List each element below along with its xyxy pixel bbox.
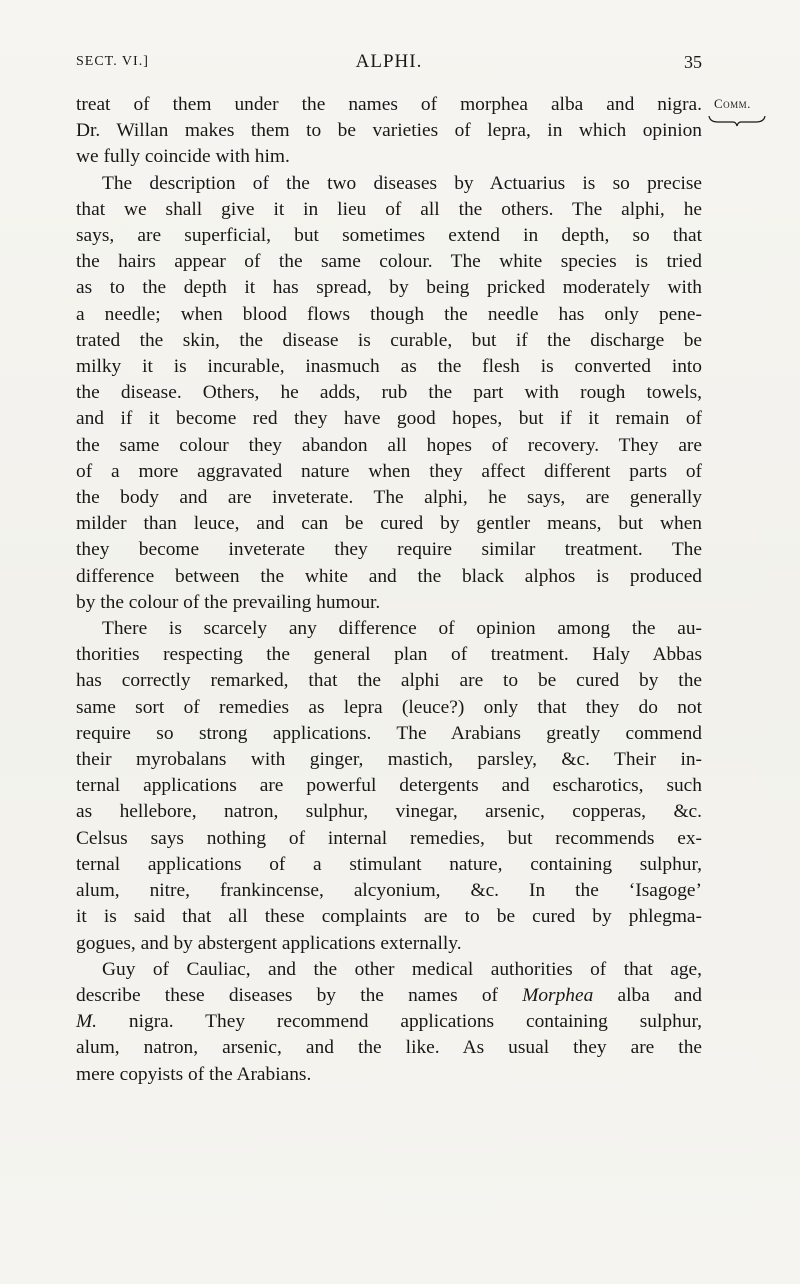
text-line: as to the depth it has spread, by being pricked moderately with [76, 277, 702, 299]
running-header [76, 48, 702, 76]
paragraph-2 [76, 171, 702, 616]
running-title: ALPHI. [355, 51, 423, 72]
margin-brace-icon [708, 114, 766, 128]
italic-term: M. [76, 1011, 98, 1033]
margin-note: Comm. [714, 96, 751, 111]
text-line: it is said that all these complaints are to be cured by phlegma- [76, 906, 702, 928]
text-line: Guy of Cauliac, and the other medical authorities of that age, [102, 958, 702, 980]
page-number: 35 [684, 52, 702, 72]
text-line: has correctly remarked, that the alphi are to be cured by the [76, 670, 702, 692]
text-line: Celsus says nothing of internal remedies, but recommends ex- [76, 827, 702, 849]
text-line: require so strong applications. The Arabians greatly commend [76, 722, 702, 744]
text-line: gogues, and by abstergent applications externally. [76, 932, 462, 954]
text-line: a needle; when blood flows though the needle has only pene- [76, 303, 702, 325]
text-line: of a more aggravated nature when they affect different parts of [76, 460, 702, 482]
text-line: says, are superficial, but sometimes extend in depth, so that [76, 225, 702, 247]
text-line: ternal applications are powerful detergents and escharotics, such [76, 775, 702, 797]
text-line: by the colour of the prevailing humour. [76, 591, 381, 613]
text-line: the body and are inveterate. The alphi, he says, are generally [76, 487, 702, 509]
text-line: and if it become red they have good hopes, but if it remain of [76, 408, 702, 430]
text-line [76, 983, 702, 1009]
text-line: milky it is incurable, inasmuch as the flesh is converted into [76, 356, 702, 378]
body-text [76, 92, 702, 1088]
text-run: alba and [593, 984, 703, 1006]
text-line: milder than leuce, and can be cured by gentler means, but when [76, 513, 702, 535]
text-line: Dr. Willan makes them to be varieties of lepra, in which opinion [76, 120, 702, 142]
paragraph-4 [76, 957, 702, 1088]
paragraph-3 [76, 616, 702, 957]
text-line: that we shall give it in lieu of all the others. The alphi, he [76, 198, 702, 220]
text-line: thorities respecting the general plan of treatment. Haly Abbas [76, 644, 702, 666]
text-line: same sort of remedies as lepra (leuce?) only that they do not [76, 696, 702, 718]
text-run: describe these diseases by the names of [76, 984, 523, 1006]
text-line: The description of the two diseases by Actuarius is so precise [102, 172, 702, 194]
section-label: SECT. VI.] [76, 54, 149, 69]
text-run: nigra. They recommend applications containing sulphur, [97, 1011, 702, 1033]
text-line: There is scarcely any difference of opinion among the au- [102, 618, 702, 640]
paragraph-1 [76, 92, 702, 171]
text-line: their myrobalans with ginger, mastich, parsley, &c. Their in- [76, 749, 702, 771]
text-line: the same colour they abandon all hopes of recovery. They are [76, 434, 702, 456]
text-line: difference between the white and the black alphos is produced [76, 565, 702, 587]
text-line: ternal applications of a stimulant nature, containing sulphur, [76, 853, 702, 875]
text-line: alum, nitre, frankincense, alcyonium, &c. In the ‘Isagoge’ [76, 880, 702, 902]
text-line: alum, natron, arsenic, and the like. As usual they are the [76, 1037, 702, 1059]
italic-term: Morphea [522, 984, 594, 1006]
text-line: we fully coincide with him. [76, 146, 290, 168]
text-line: the disease. Others, he adds, rub the part with rough towels, [76, 382, 702, 404]
text-line: the hairs appear of the same colour. The white species is tried [76, 251, 702, 273]
text-line: mere copyists of the Arabians. [76, 1063, 312, 1085]
text-line [76, 1009, 702, 1035]
text-line: treat of them under the names of morphea alba and nigra. [76, 94, 702, 115]
text-line: they become inveterate they require similar treatment. The [76, 539, 702, 561]
text-line: trated the skin, the disease is curable, but if the discharge be [76, 329, 702, 351]
text-line: as hellebore, natron, sulphur, vinegar, arsenic, copperas, &c. [76, 801, 702, 823]
